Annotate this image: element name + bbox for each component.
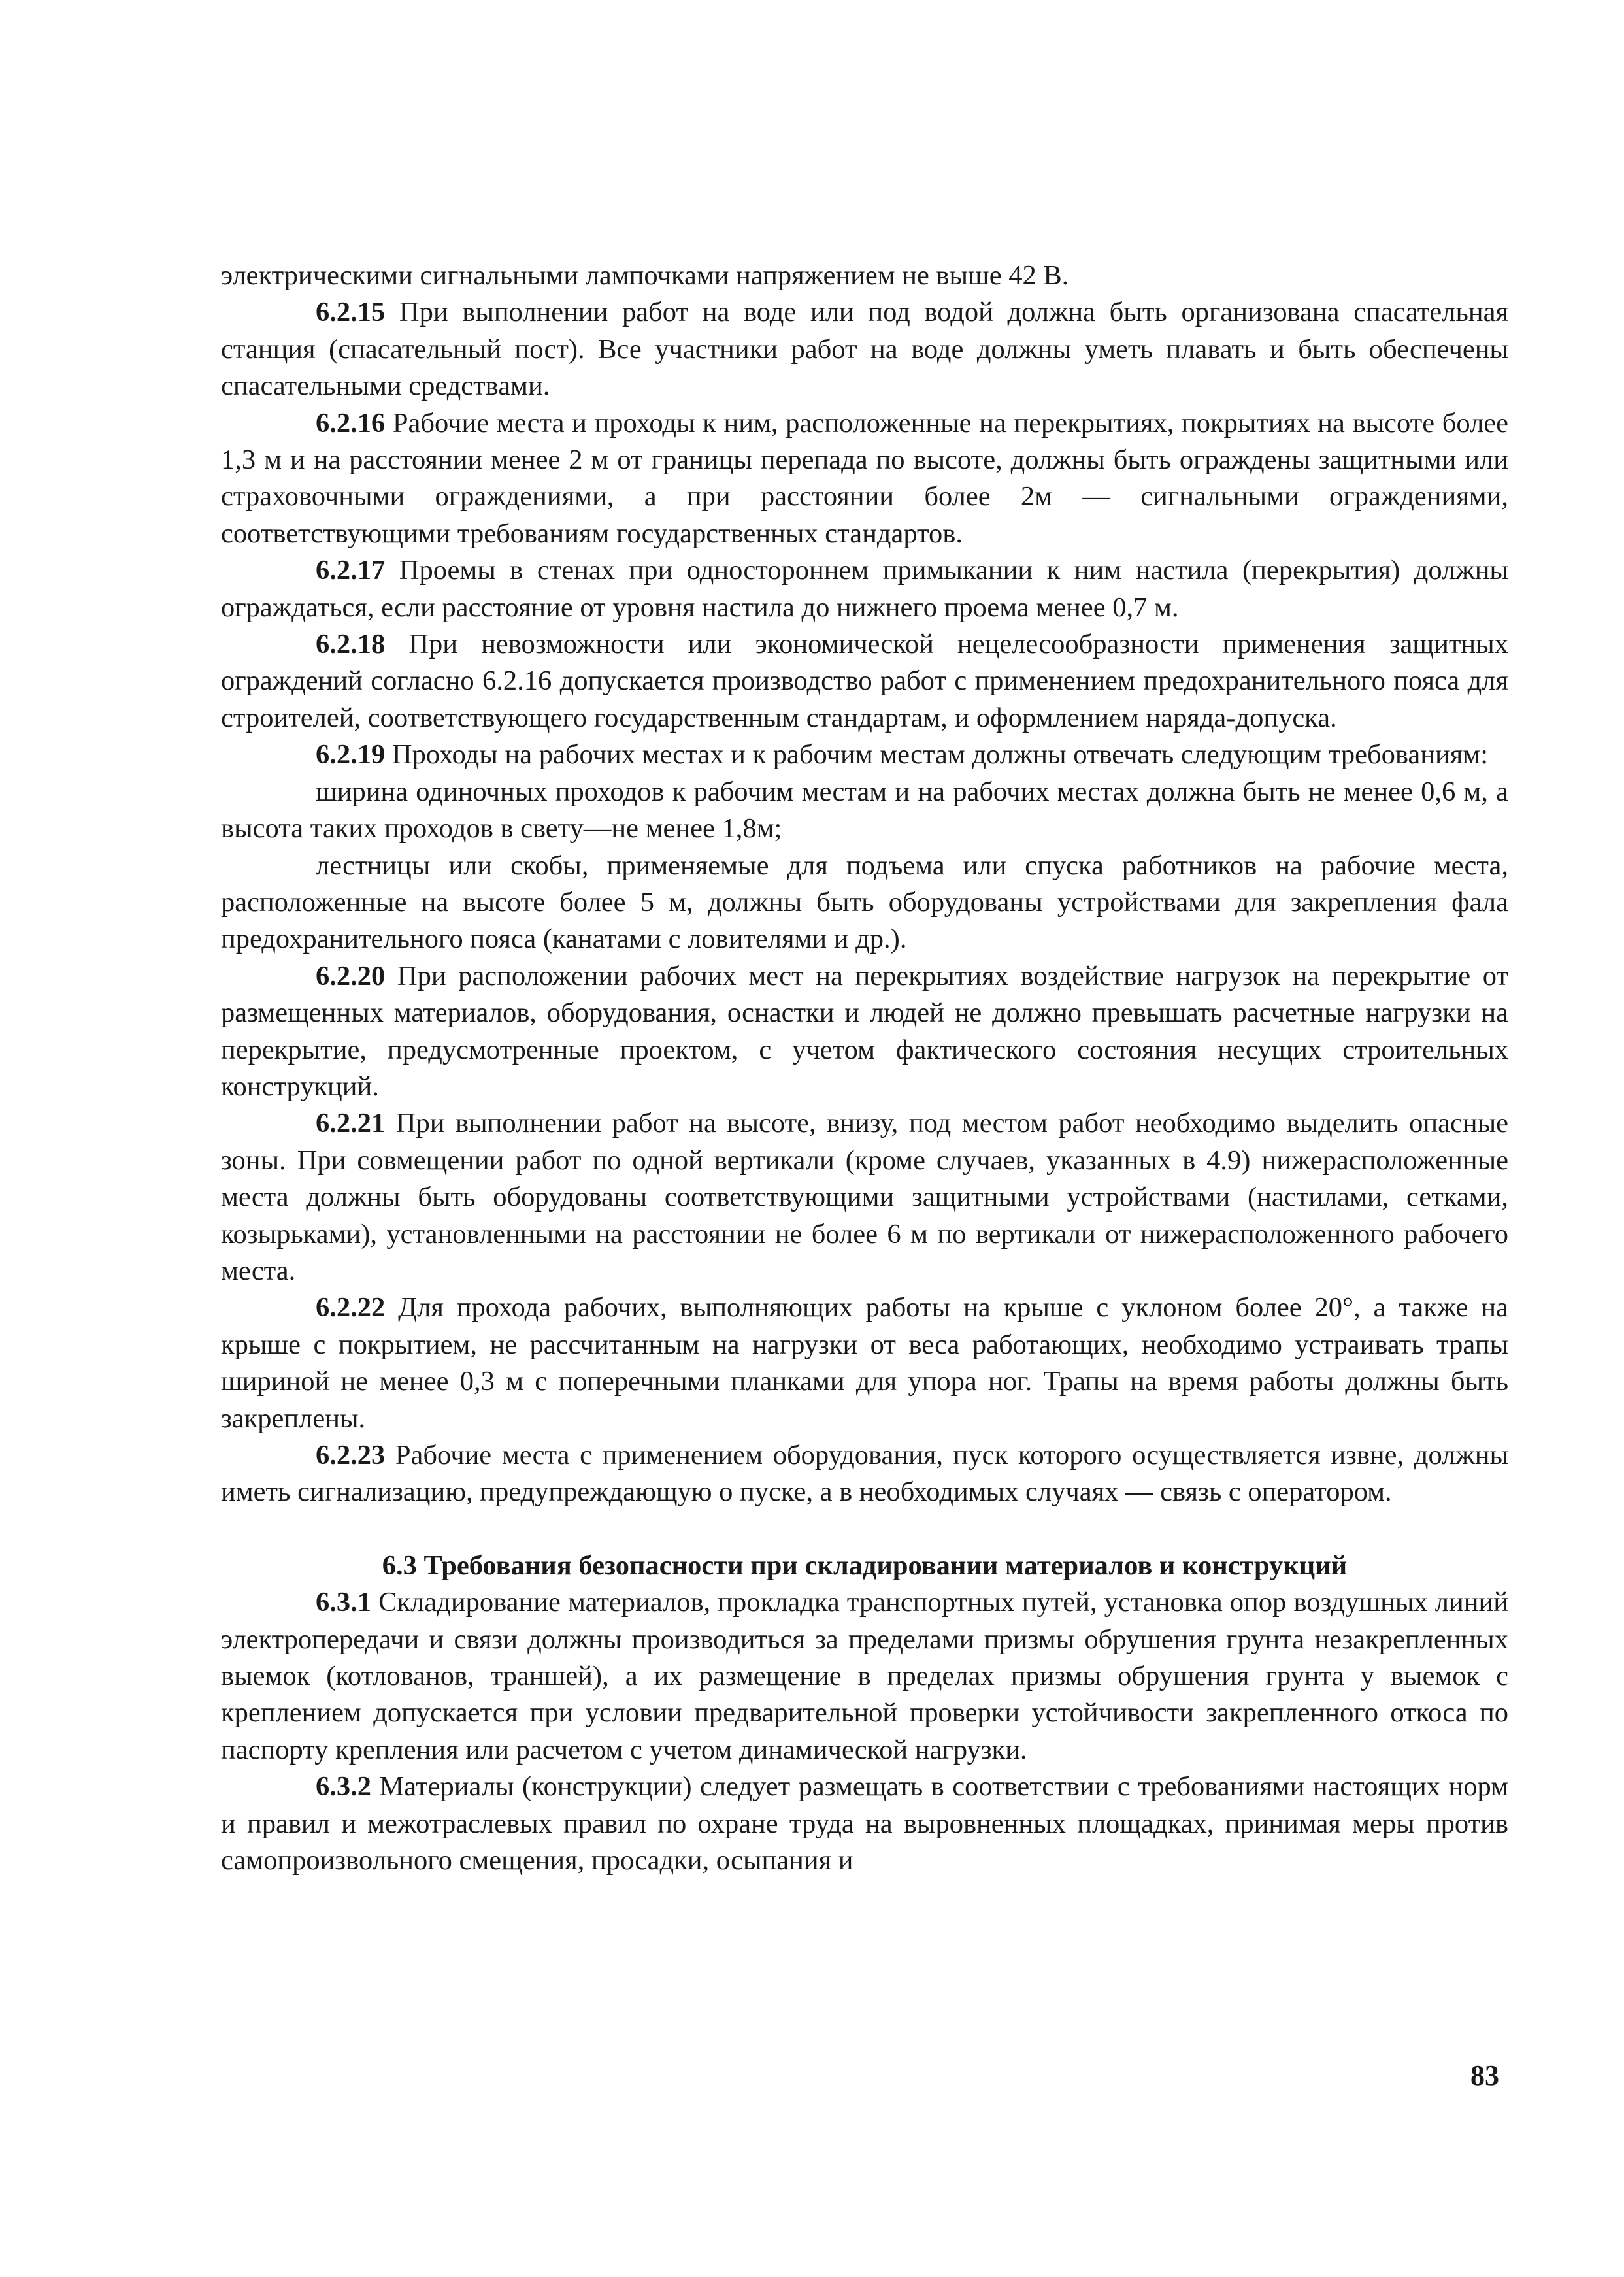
paragraph (221, 294, 1508, 405)
paragraph (221, 1437, 1508, 1511)
paragraph-text: Для прохода рабочих, выполняющих работы на крыше с уклоном более 20°, а также на крыше с покрытием, не рассчитанным на нагрузки от веса работающих, необходимо устраивать трапы шириной не менее 0,3 м с поперечными планками для упора ног. Трапы на время работы должны быть закреплены. (221, 1292, 1508, 1434)
paragraph (221, 1584, 1508, 1769)
paragraph-text: лестницы или скобы, применяемые для подъема или спуска работников на рабочие места, расположенные на высоте более 5 м, должны быть оборудованы устройствами для закрепления фала предохранительного пояса (канатами с ловителями и др.). (221, 850, 1508, 955)
paragraph (221, 774, 1508, 848)
paragraph (221, 737, 1508, 773)
paragraph-text: Рабочие места с применением оборудования, пуск которого осуществляется извне, должны иметь сигнализацию, предупреждающую о пуске, а в необходимых случаях — связь с оператором. (221, 1440, 1508, 1508)
paragraph-text: При выполнении работ на высоте, внизу, под местом работ необходимо выделить опасные зоны. При совмещении работ по одной вертикали (кроме случаев, указанных в 4.9) нижерасположенные места должны быть оборудованы соответствующими защитными устройствами (настилами, сетками, козырьками), установленными на расстоянии не более 6 м по вертикали от нижерасположенного рабочего места. (221, 1108, 1508, 1286)
clause-number: 6.2.23 (316, 1440, 386, 1471)
paragraph-text: При выполнении работ на воде или под водой должна быть организована спасательная станция (спасательный пост). Все участники работ на воде должны уметь плавать и быть обеспечены спасательными средствами. (221, 297, 1508, 402)
paragraph (221, 1289, 1508, 1437)
clause-number: 6.2.17 (316, 555, 386, 586)
paragraph-text: Материалы (конструкции) следует размещать в соответствии с требованиями настоящих норм и правил и межотраслевых правил по охране труда на выровненных площадках, принимая меры против самопроизвольного смещения, просадки, осыпания и (221, 1771, 1508, 1876)
paragraph-text: При невозможности или экономической нецелесообразности применения защитных ограждений согласно 6.2.16 допускается производство работ с применением предохранительного пояса для строителей, соответствующего государственным стандартам, и оформлением наряда-допуска. (221, 629, 1508, 733)
paragraph-text: ширина одиночных проходов к рабочим местам и на рабочих местах должна быть не менее 0,6 м, а высота таких проходов в свету—не менее 1,8м; (221, 776, 1508, 844)
clause-number: 6.3.2 (316, 1771, 371, 1803)
paragraph-text: При расположении рабочих мест на перекрытиях воздействие нагрузок на перекрытие от размещенных материалов, оборудования, оснастки и людей не должно превышать расчетные нагрузки на перекрытие, предусмотренные проектом, с учетом фактического состояния несущих строительных конструкций. (221, 960, 1508, 1102)
paragraph (221, 1769, 1508, 1879)
paragraph (221, 1105, 1508, 1289)
paragraph (221, 405, 1508, 553)
paragraph (221, 258, 1508, 294)
clause-number: 6.2.16 (316, 407, 386, 439)
document-page (221, 258, 1508, 1879)
paragraph (221, 552, 1508, 626)
section-paragraph-list (221, 1584, 1508, 1879)
paragraph-text: электрическими сигнальными лампочками напряжением не выше 42 В. (221, 260, 1069, 291)
paragraph-text: Складирование материалов, прокладка транспортных путей, установка опор воздушных линий электропередачи и связи должны производиться за пределами призмы обрушения грунта незакрепленных выемок (котлованов, траншей), а их размещение в пределах призмы обрушения грунта у выемок с креплением допускается при условии предварительной проверки устойчивости закрепленного откоса по паспорту крепления или расчетом с учетом динамической нагрузки. (221, 1587, 1508, 1765)
clause-number: 6.2.19 (316, 739, 386, 771)
paragraph-list (221, 258, 1508, 1511)
clause-number: 6.2.22 (316, 1292, 386, 1323)
paragraph-text: Рабочие места и проходы к ним, расположенные на перекрытиях, покрытиях на высоте более 1,3 м и на расстоянии менее 2 м от границы перепада по высоте, должны быть ограждены защитными или страховочными ограждениями, а при расстоянии более 2м — сигнальными ограждениями, соответствующими требованиям государственных стандартов. (221, 407, 1508, 549)
clause-number: 6.2.21 (316, 1108, 386, 1139)
paragraph-text: Проходы на рабочих местах и к рабочим местам должны отвечать следующим требованиям: (385, 739, 1489, 771)
clause-number: 6.2.20 (316, 960, 386, 991)
clause-number: 6.3.1 (316, 1587, 371, 1618)
clause-number: 6.2.15 (316, 297, 386, 328)
clause-number: 6.2.18 (316, 629, 386, 660)
paragraph-text: Проемы в стенах при одностороннем примыкании к ним настила (перекрытия) должны ограждаться, если расстояние от уровня настила до нижнего проема менее 0,7 м. (221, 555, 1508, 623)
paragraph (221, 848, 1508, 958)
paragraph (221, 626, 1508, 737)
page-number: 83 (1470, 2059, 1499, 2091)
section-heading: 6.3 Требования безопасности при складировании материалов и конструкций (382, 1550, 1348, 1581)
paragraph (221, 958, 1508, 1106)
